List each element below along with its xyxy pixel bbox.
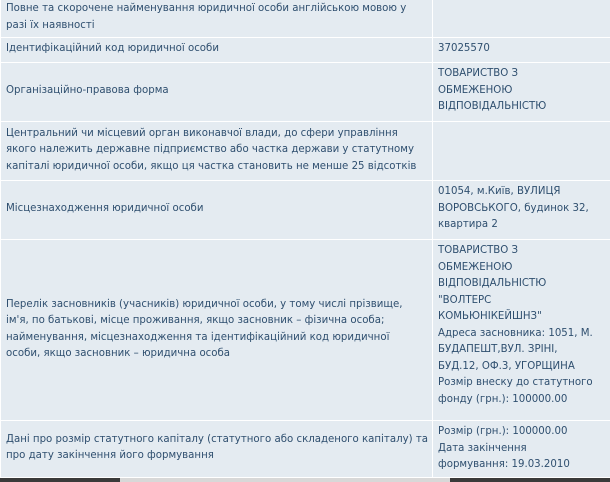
label-line: Місцезнаходження юридичної особи: [6, 203, 204, 215]
table-row: [1, 63, 610, 122]
value-line: БУДАПЕШТ,ВУЛ. ЗРІНІ,: [438, 344, 558, 355]
row-label: [1, 0, 433, 38]
row-value: [433, 38, 610, 63]
value-line: формування: 19.03.2010: [438, 459, 570, 470]
value-line: Розмір (грн.): 100000.00: [438, 426, 568, 437]
value-line: квартира 2: [438, 219, 498, 230]
value-line: фонду (грн.): 100000.00: [438, 393, 568, 405]
label-line: про дату закінчення його формування: [6, 450, 214, 462]
label-line: Центральний чи місцевий орган виконавчої влади, до сфери управління: [6, 127, 398, 139]
value-line: ТОВАРИСТВО З: [438, 68, 519, 79]
value-line: ВІДПОВІДАЛЬНІСТЮ: [438, 101, 547, 112]
value-line: ВІДПОВІДАЛЬНІСТЮ: [438, 278, 547, 289]
table-row: [1, 181, 610, 240]
row-value: [433, 0, 610, 38]
table-row: [1, 0, 610, 38]
label-line: Організаційно-правова форма: [6, 85, 169, 97]
row-value: [433, 122, 610, 181]
label-line: ім'я, по батькові, місце проживання, якщо засновник – фізична особа;: [6, 315, 385, 326]
value-line: "ВОЛТЕРС: [438, 294, 492, 306]
label-line: Ідентифікаційний код юридичної особи: [6, 43, 219, 55]
value-line: Розмір внеску до статутного: [438, 377, 593, 388]
row-value: [433, 63, 610, 122]
row-value: [433, 240, 610, 421]
row-label: [1, 421, 433, 478]
table-row: [1, 38, 610, 63]
row-label: [1, 181, 433, 240]
value-line: КОМЬЮНІКЕЙШНЗ": [438, 311, 542, 322]
table-row: [1, 240, 610, 421]
row-value: [433, 421, 610, 478]
row-label: [1, 240, 433, 421]
label-line: Повне та скорочене найменування юридичної особи англійською мовою у: [6, 3, 407, 14]
value-line: ОБМЕЖЕНОЮ: [438, 261, 513, 273]
window-bottom-edge: [0, 478, 610, 482]
value-line: 37025570: [438, 43, 490, 55]
value-line: ТОВАРИСТВО З: [438, 245, 519, 256]
label-line: разі їх наявності: [6, 19, 95, 31]
label-line: капіталі юридичної особи, якщо ця частка становить не менше 25 відсотків: [6, 160, 417, 172]
value-line: БУД.12, ОФ.3, УГОРЩИНА: [438, 360, 575, 372]
row-label: [1, 122, 433, 181]
value-line: ОБМЕЖЕНОЮ: [438, 84, 513, 96]
value-line: 01054, м.Київ, ВУЛИЦЯ: [438, 186, 561, 197]
row-label: [1, 38, 433, 63]
table-row: [1, 421, 610, 478]
label-line: Дані про розмір статутного капіталу (статутного або складеного капіталу) та: [6, 433, 429, 445]
value-line: Дата закінчення: [438, 442, 527, 454]
label-line: Перелік засновників (учасників) юридичної особи, у тому числі прізвище,: [6, 298, 403, 310]
label-line: найменування, місцезнаходження та ідентифікаційний код юридичної: [6, 331, 390, 343]
row-value: [433, 181, 610, 240]
value-line: ВОРОВСЬКОГО, будинок 32,: [438, 202, 589, 214]
label-line: особи, якщо засновник – юридична особа: [6, 348, 231, 359]
table-row: [1, 122, 610, 181]
label-line: якого належить державне підприємство або частка держави у статутному: [6, 144, 414, 156]
taskbar-highlight: [120, 478, 450, 482]
row-label: [1, 63, 433, 122]
value-line: Адреса засновника: 1051, М.: [438, 327, 593, 339]
